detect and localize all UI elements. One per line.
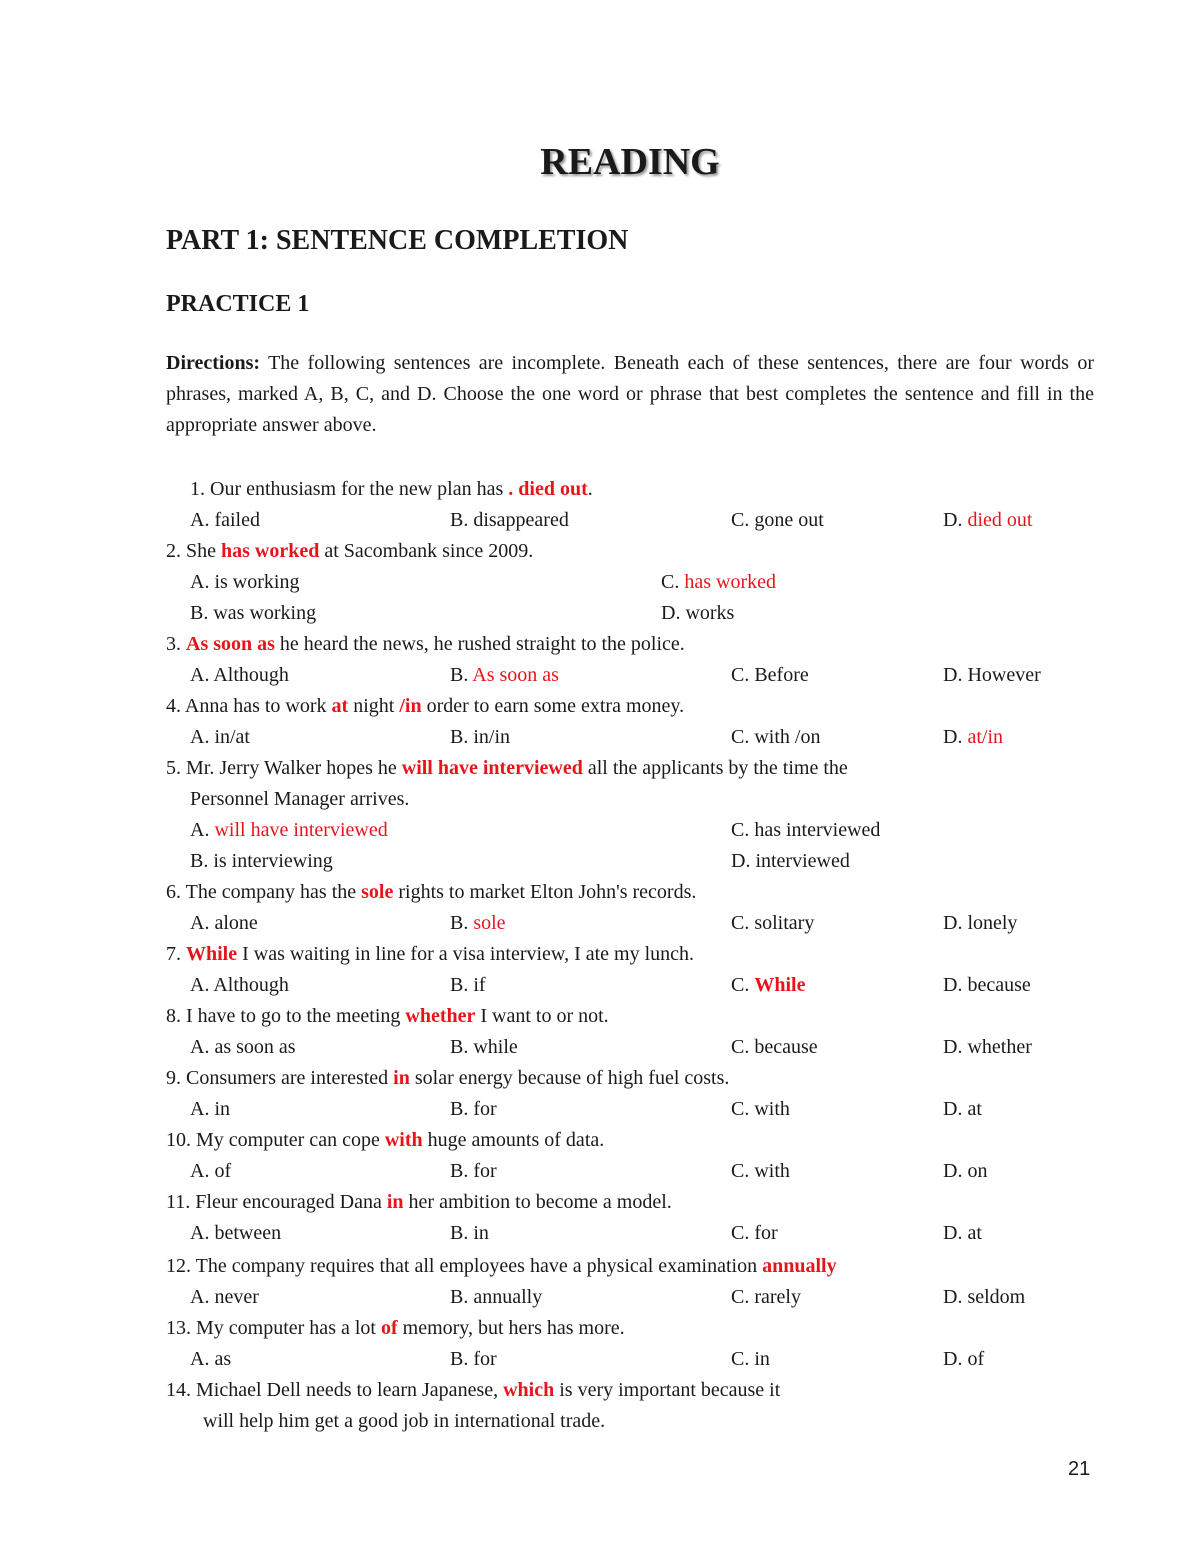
question-11-option-b: B. in (450, 1222, 489, 1244)
answer-highlight: annually (762, 1255, 837, 1277)
question-5-stem (166, 755, 848, 781)
stem-text: 2. She (166, 540, 221, 562)
stem-text: 11. Fleur encouraged Dana (166, 1191, 387, 1213)
stem-text: 12. The company requires that all employees have a physical examination (166, 1255, 763, 1277)
question-2-option-c (661, 569, 776, 595)
question-13-option-d: D. of (943, 1348, 985, 1370)
question-6-stem (166, 879, 696, 905)
directions (166, 348, 1094, 441)
stem-text: . (587, 478, 593, 500)
option-letter: C. (661, 571, 685, 593)
stem-text: I was waiting in line for a visa interview, I ate my lunch. (237, 943, 695, 965)
stem-text: all the applicants by the time the (582, 757, 848, 779)
directions-label: Directions: (166, 352, 261, 374)
stem-text: I want to or not. (475, 1005, 609, 1027)
stem-text: 4. Anna has to work (166, 695, 332, 717)
question-1-option-a: A. failed (190, 509, 260, 531)
question-14-stem (166, 1377, 780, 1403)
answer-highlight: which (503, 1379, 555, 1401)
answer-highlight: has worked (684, 571, 776, 593)
question-2-stem (166, 538, 533, 564)
question-8-stem (166, 1003, 609, 1029)
question-10-option-a: A. of (190, 1160, 232, 1182)
question-11-stem (166, 1189, 672, 1215)
question-1-option-d (943, 507, 1032, 533)
question-10-option-b: B. for (450, 1160, 497, 1182)
stem-text: 7. (166, 943, 186, 965)
question-6-option-d: D. lonely (943, 912, 1018, 934)
answer-highlight: in (386, 1191, 404, 1213)
practice-heading: PRACTICE 1 (166, 291, 310, 317)
question-4-stem (166, 693, 684, 719)
question-9-option-c: C. with (731, 1098, 790, 1120)
stem-text: 6. The company has the (166, 881, 362, 903)
answer-highlight: sole (473, 912, 506, 934)
page-title: READING (540, 141, 720, 183)
answer-highlight: will have interviewed (214, 819, 388, 841)
stem-text: 5. Mr. Jerry Walker hopes he (166, 757, 402, 779)
stem-text: solar energy because of high fuel costs. (409, 1067, 730, 1089)
directions-text: The following sentences are incomplete. Beneath each of these sentences, there are four words or phrases, marked A, B, C, and D. Choose the one word or phrase that best completes the sentence and fill in the appropriate answer above. (166, 352, 1094, 436)
question-13-stem (166, 1315, 625, 1341)
question-9-option-a: A. in (190, 1098, 230, 1120)
question-3-stem (166, 631, 685, 657)
question-12-option-c: C. rarely (731, 1286, 801, 1308)
answer-highlight: in (393, 1067, 410, 1089)
question-5-stem-continued: Personnel Manager arrives. (190, 788, 410, 810)
answer-highlight: sole (361, 881, 394, 903)
question-6-option-b (450, 910, 506, 936)
stem-text: rights to market Elton John's records. (393, 881, 697, 903)
question-7-option-d: D. because (943, 974, 1031, 996)
question-10-stem (166, 1127, 604, 1153)
question-12-option-a: A. never (190, 1286, 259, 1308)
stem-text: 8. I have to go to the meeting (166, 1005, 406, 1027)
answer-highlight: While (754, 974, 806, 996)
question-4-option-a: A. in/at (190, 726, 250, 748)
question-11-option-c: C. for (731, 1222, 778, 1244)
question-5-option-c: C. has interviewed (731, 819, 881, 841)
question-12-stem (166, 1253, 837, 1279)
question-4-option-c: C. with /on (731, 726, 821, 748)
question-13-option-c: C. in (731, 1348, 770, 1370)
question-7-option-a: A. Although (190, 974, 289, 996)
question-10-option-d: D. on (943, 1160, 988, 1182)
question-3-option-b (450, 662, 559, 688)
question-4-option-b: B. in/in (450, 726, 511, 748)
question-14-stem-continued: will help him get a good job in international trade. (203, 1410, 606, 1432)
answer-highlight: As soon as (186, 633, 275, 655)
question-3-option-c: C. Before (731, 664, 809, 686)
question-6-option-c: C. solitary (731, 912, 815, 934)
question-12-option-d: D. seldom (943, 1286, 1026, 1308)
question-7-option-c (731, 972, 805, 998)
stem-text: 14. Michael Dell needs to learn Japanese, (166, 1379, 504, 1401)
stem-text: he heard the news, he rushed straight to the police. (274, 633, 685, 655)
stem-text: order to earn some extra money. (421, 695, 685, 717)
stem-text: huge amounts of data. (422, 1129, 605, 1151)
option-letter: A. (190, 819, 215, 841)
question-7-stem (166, 941, 694, 967)
question-5-option-b: B. is interviewing (190, 850, 333, 872)
answer-highlight: died out (967, 509, 1033, 531)
question-5-option-d: D. interviewed (731, 850, 850, 872)
stem-text: night (348, 695, 400, 717)
question-3-option-a: A. Although (190, 664, 289, 686)
question-13-option-b: B. for (450, 1348, 497, 1370)
question-2-option-b: B. was working (190, 602, 317, 624)
option-letter: B. (450, 664, 473, 686)
question-8-option-c: C. because (731, 1036, 818, 1058)
question-1-option-b: B. disappeared (450, 509, 569, 531)
answer-highlight: with (384, 1129, 423, 1151)
question-8-option-d: D. whether (943, 1036, 1032, 1058)
question-12-option-b: B. annually (450, 1286, 543, 1308)
stem-text: 13. My computer has a lot (166, 1317, 381, 1339)
answer-highlight: will have interviewed (401, 757, 583, 779)
question-9-option-d: D. at (943, 1098, 982, 1120)
stem-text: memory, but hers has more. (397, 1317, 625, 1339)
question-10-option-c: C. with (731, 1160, 790, 1182)
question-8-option-b: B. while (450, 1036, 518, 1058)
question-2-option-d: D. works (661, 602, 735, 624)
stem-text: 3. (166, 633, 186, 655)
question-1-stem (190, 476, 593, 502)
answer-highlight: As soon as (472, 664, 559, 686)
answer-highlight: . died out (508, 478, 588, 500)
question-3-option-d: D. However (943, 664, 1041, 686)
question-7-option-b: B. if (450, 974, 486, 996)
answer-highlight: at (331, 695, 349, 717)
question-11-option-d: D. at (943, 1222, 982, 1244)
part-heading: PART 1: SENTENCE COMPLETION (166, 225, 629, 256)
answer-highlight: whether (405, 1005, 476, 1027)
answer-highlight: While (186, 943, 238, 965)
page-number: 21 (1068, 1458, 1091, 1480)
stem-text: at Sacombank since 2009. (319, 540, 534, 562)
answer-highlight: of (380, 1317, 398, 1339)
stem-text: is very important because it (554, 1379, 781, 1401)
question-13-option-a: A. as (190, 1348, 232, 1370)
question-9-option-b: B. for (450, 1098, 497, 1120)
answer-highlight: has worked (221, 540, 320, 562)
option-letter: C. (731, 974, 755, 996)
stem-text: her ambition to become a model. (403, 1191, 672, 1213)
question-4-option-d (943, 724, 1003, 750)
stem-text: 1. Our enthusiasm for the new plan has (190, 478, 509, 500)
question-6-option-a: A. alone (190, 912, 258, 934)
question-1-option-c: C. gone out (731, 509, 824, 531)
option-letter: D. (943, 509, 968, 531)
stem-text: 10. My computer can cope (166, 1129, 385, 1151)
option-letter: B. (450, 912, 474, 934)
option-letter: D. (943, 726, 968, 748)
answer-highlight: /in (399, 695, 422, 717)
question-9-stem (166, 1065, 729, 1091)
question-8-option-a: A. as soon as (190, 1036, 296, 1058)
question-11-option-a: A. between (190, 1222, 282, 1244)
question-5-option-a (190, 817, 388, 843)
stem-text: 9. Consumers are interested (166, 1067, 394, 1089)
question-2-option-a: A. is working (190, 571, 300, 593)
answer-highlight: at/in (967, 726, 1003, 748)
